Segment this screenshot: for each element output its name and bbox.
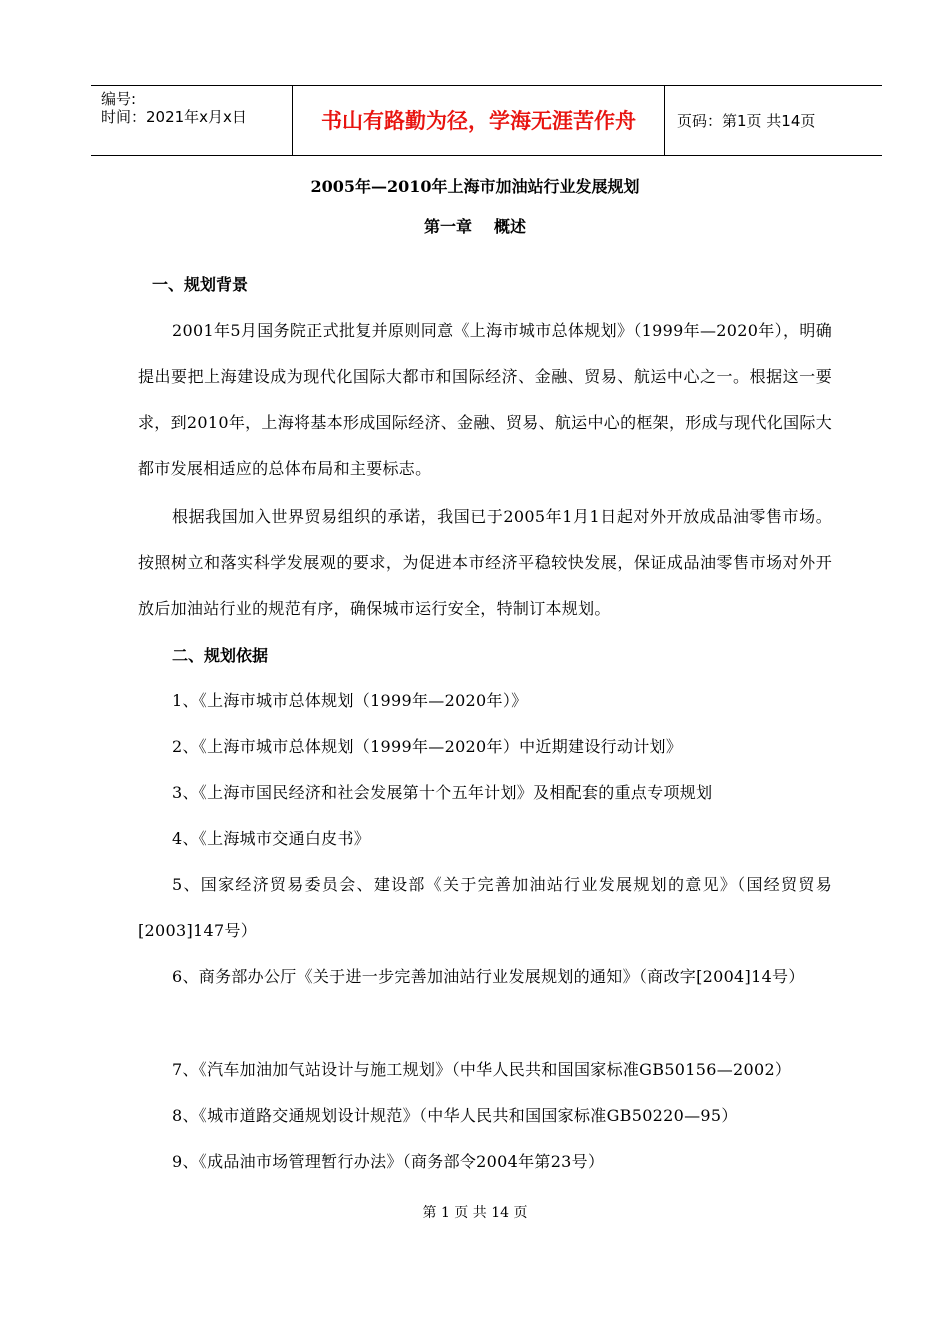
list-item: 8、《城市道路交通规划设计规范》（中华人民共和国国家标准GB50220—95）	[172, 1106, 738, 1125]
header-page-cell	[665, 86, 882, 155]
list-item: 4、《上海城市交通白皮书》	[172, 829, 371, 848]
list-item: 2、《上海市城市总体规划（1999年—2020年）中近期建设行动计划》	[172, 737, 683, 756]
section-heading: 一、规划背景	[152, 275, 249, 294]
motto: 书山有路勤为径，学海无涯苦作舟	[321, 109, 636, 133]
page-footer: 第 1 页 共 14 页	[422, 1205, 528, 1221]
time-label: 时间：2021年x月x日	[101, 108, 247, 126]
serial-label: 编号:	[101, 90, 137, 108]
chapter-heading	[0, 217, 950, 237]
list-item: 5、国家经济贸易委员会、建设部《关于完善加油站行业发展规划的意见》（国经贸贸易[2003]147号）	[138, 875, 832, 940]
list-item: 1、《上海市城市总体规划（1999年—2020年）》	[172, 691, 528, 710]
paragraph: 根据我国加入世界贸易组织的承诺，我国已于2005年1月1日起对外开放成品油零售市场。按照树立和落实科学发展观的要求，为促进本市经济平稳较快发展，保证成品油零售市场对外开放后加油站行业的规范有序，确保城市运行安全，特制订本规划。	[138, 507, 832, 618]
section-heading: 二、规划依据	[172, 646, 269, 665]
header-info-cell	[91, 86, 293, 155]
list-item: 3、《上海市国民经济和社会发展第十个五年计划》及相配套的重点专项规划	[172, 783, 713, 802]
list-item: 9、《成品油市场管理暂行办法》（商务部令2004年第23号）	[172, 1152, 605, 1171]
list-item: 7、《汽车加油加气站设计与施工规划》（中华人民共和国国家标准GB50156—2002）	[172, 1060, 792, 1079]
header-motto-cell	[293, 86, 665, 155]
chapter-name: 概述	[494, 217, 527, 236]
header-table	[91, 85, 882, 156]
document-title: 2005年—2010年上海市加油站行业发展规划	[310, 177, 640, 196]
list-item: 6、商务部办公厅《关于进一步完善加油站行业发展规划的通知》（商改字[2004]14号）	[172, 967, 805, 986]
page-counter: 页码：第1页 共14页	[677, 112, 816, 130]
chapter-number: 第一章	[423, 217, 472, 236]
paragraph: 2001年5月国务院正式批复并原则同意《上海市城市总体规划》（1999年—2020年），明确提出要把上海建设成为现代化国际大都市和国际经济、金融、贸易、航运中心之一。根据这一要求，到2010年，上海将基本形成国际经济、金融、贸易、航运中心的框架，形成与现代化国际大都市发展相适应的总体布局和主要标志。	[138, 321, 832, 478]
